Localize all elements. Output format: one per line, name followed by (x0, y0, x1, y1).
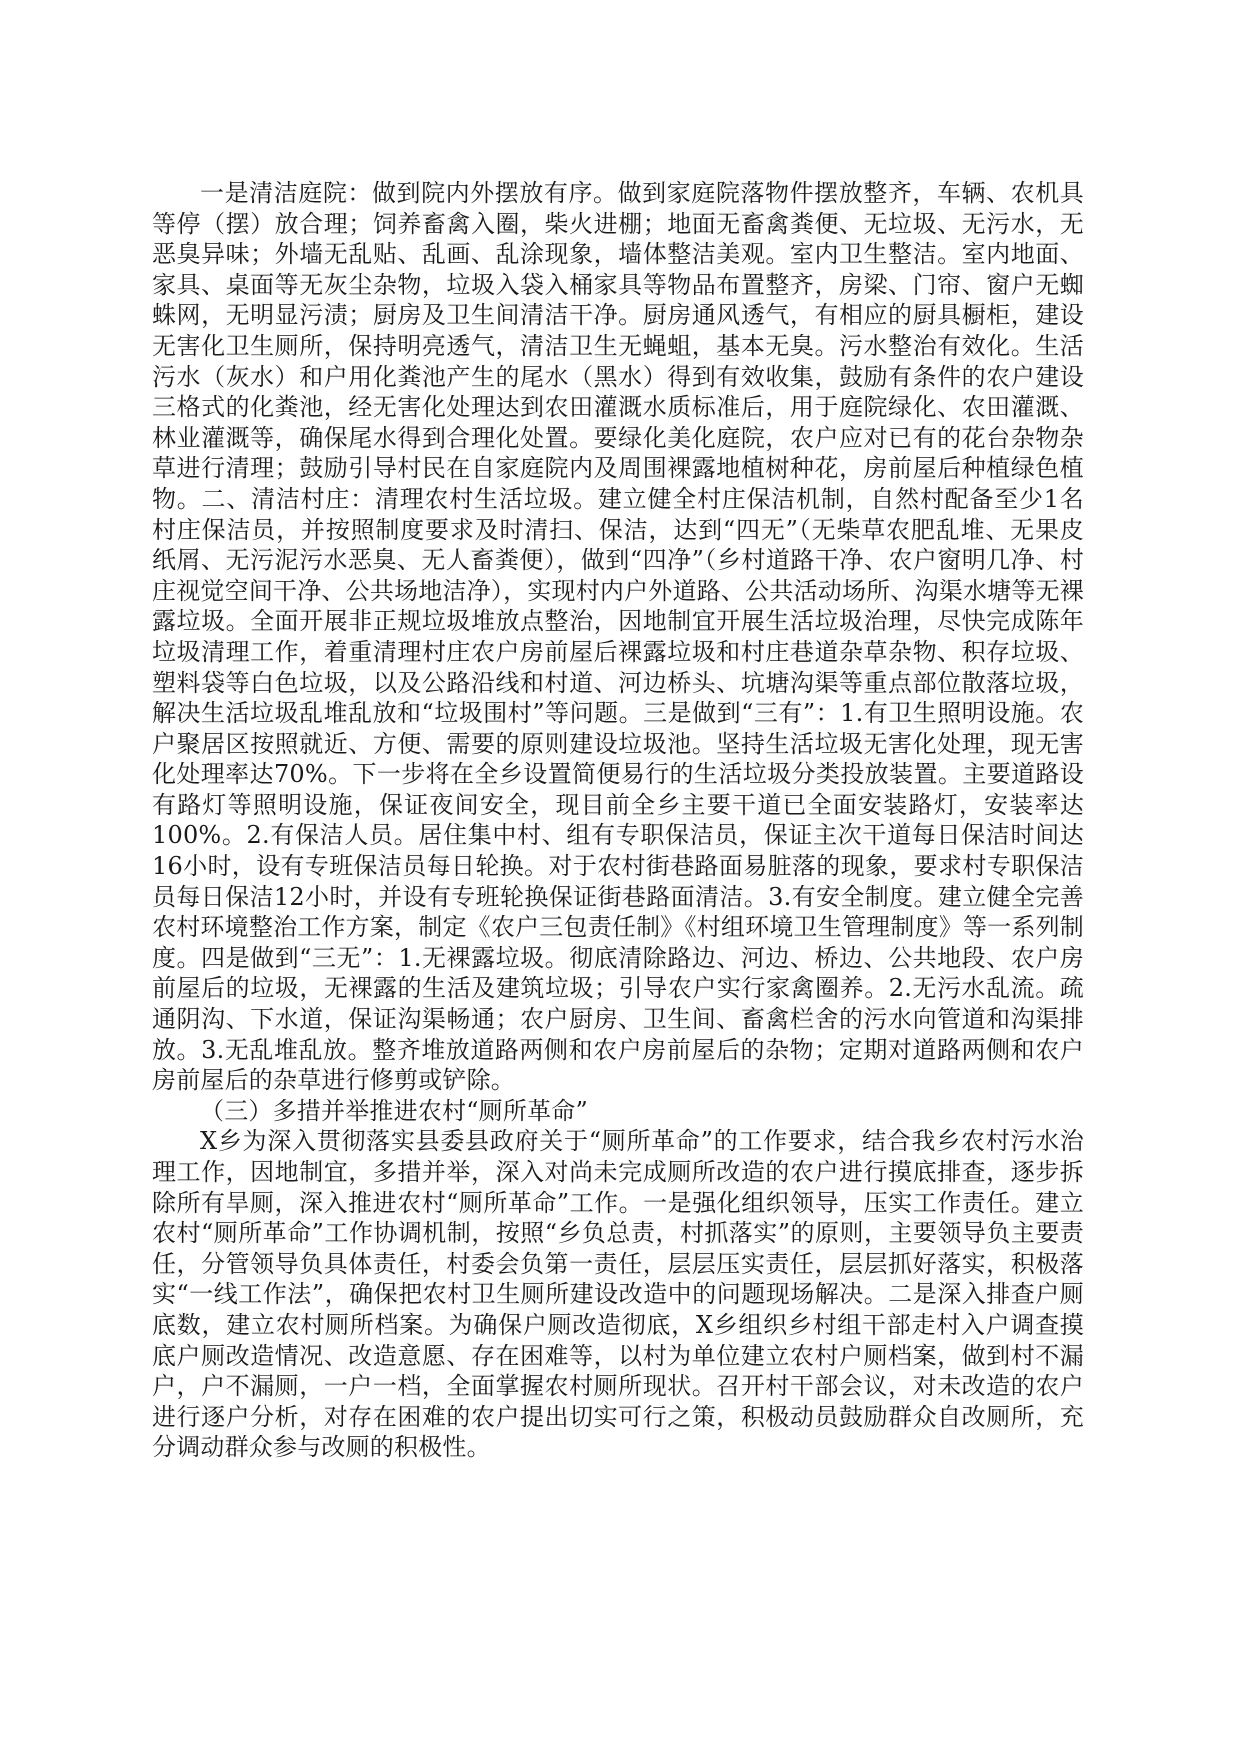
body-paragraph: X乡为深入贯彻落实县委县政府关于“厕所革命”的工作要求，结合我乡农村污水治理工作，因地制宜，多措并举，深入对尚未完成厕所改造的农户进行摸底排查，逐步拆除所有旱厕，深入推进农村“厕所革命”工作。一是强化组织领导，压实工作责任。建立农村“厕所革命”工作协调机制，按照“乡负总责，村抓落实”的原则，主要领导负主要责任，分管领导负具体责任，村委会负第一责任，层层压实责任，层层抓好落实，积极落实“一线工作法”，确保把农村卫生厕所建设改造中的问题现场解决。二是深入排查户厕底数，建立农村厕所档案。为确保户厕改造彻底，X乡组织乡村组干部走村入户调查摸底户厕改造情况、改造意愿、存在困难等，以村为单位建立农村户厕档案，做到村不漏户，户不漏厕，一户一档，全面掌握农村厕所现状。召开村干部会议，对未改造的农户进行逐户分析，对存在困难的农户提出切实可行之策，积极动员鼓励群众自改厕所，充分调动群众参与改厕的积极性。 (152, 1127, 1084, 1462)
section-heading: （三）多措并举推进农村“厕所革命” (200, 1096, 588, 1125)
document-body (152, 178, 1084, 1463)
body-paragraph: 一是清洁庭院：做到院内外摆放有序。做到家庭院落物件摆放整齐，车辆、农机具等停（摆）放合理；饲养畜禽入圈，柴火进棚；地面无畜禽粪便、无垃圾、无污水，无恶臭异味；外墙无乱贴、乱画、乱涂现象，墙体整洁美观。室内卫生整洁。室内地面、家具、桌面等无灰尘杂物，垃圾入袋入桶家具等物品布置整齐，房梁、门帘、窗户无蜘蛛网，无明显污渍；厨房及卫生间清洁干净。厨房通风透气，有相应的厨具橱柜，建设无害化卫生厕所，保持明亮透气，清洁卫生无蝇蛆，基本无臭。污水整治有效化。生活污水（灰水）和户用化粪池产生的尾水（黑水）得到有效收集，鼓励有条件的农户建设三格式的化粪池，经无害化处理达到农田灌溉水质标准后，用于庭院绿化、农田灌溉、林业灌溉等，确保尾水得到合理化处置。要绿化美化庭院，农户应对已有的花台杂物杂草进行清理；鼓励引导村民在自家庭院内及周围裸露地植树种花，房前屋后种植绿色植物。二、清洁村庄：清理农村生活垃圾。建立健全村庄保洁机制，自然村配备至少1名村庄保洁员，并按照制度要求及时清扫、保洁，达到“四无”（无柴草农肥乱堆、无果皮纸屑、无污泥污水恶臭、无人畜粪便），做到“四净”（乡村道路干净、农户窗明几净、村庄视觉空间干净、公共场地洁净），实现村内户外道路、公共活动场所、沟渠水塘等无裸露垃圾。全面开展非正规垃圾堆放点整治，因地制宜开展生活垃圾治理，尽快完成陈年垃圾清理工作，着重清理村庄农户房前屋后裸露垃圾和村庄巷道杂草杂物、积存垃圾、塑料袋等白色垃圾，以及公路沿线和村道、河边桥头、坑塘沟渠等重点部位散落垃圾，解决生活垃圾乱堆乱放和“垃圾围村”等问题。三是做到“三有”：1.有卫生照明设施。农户聚居区按照就近、方便、需要的原则建设垃圾池。坚持生活垃圾无害化处理，现无害化处理率达70%。下一步将在全乡设置简便易行的生活垃圾分类投放装置。主要道路设有路灯等照明设施，保证夜间安全，现目前全乡主要干道已全面安装路灯，安装率达100%。2.有保洁人员。居住集中村、组有专职保洁员，保证主次干道每日保洁时间达16小时，设有专班保洁员每日轮换。对于农村街巷路面易脏落的现象，要求村专职保洁员每日保洁12小时，并设有专班轮换保证街巷路面清洁。3.有安全制度。建立健全完善农村环境整治工作方案，制定《农户三包责任制》《村组环境卫生管理制度》等一系列制度。四是做到“三无”：1.无裸露垃圾。彻底清除路边、河边、桥边、公共地段、农户房前屋后的垃圾，无裸露的生活及建筑垃圾；引导农户实行家禽圈养。2.无污水乱流。疏通阴沟、下水道，保证沟渠畅通；农户厨房、卫生间、畜禽栏舍的污水向管道和沟渠排放。3.无乱堆乱放。整齐堆放道路两侧和农户房前屋后的杂物；定期对道路两侧和农户房前屋后的杂草进行修剪或铲除。 (152, 179, 1084, 1095)
